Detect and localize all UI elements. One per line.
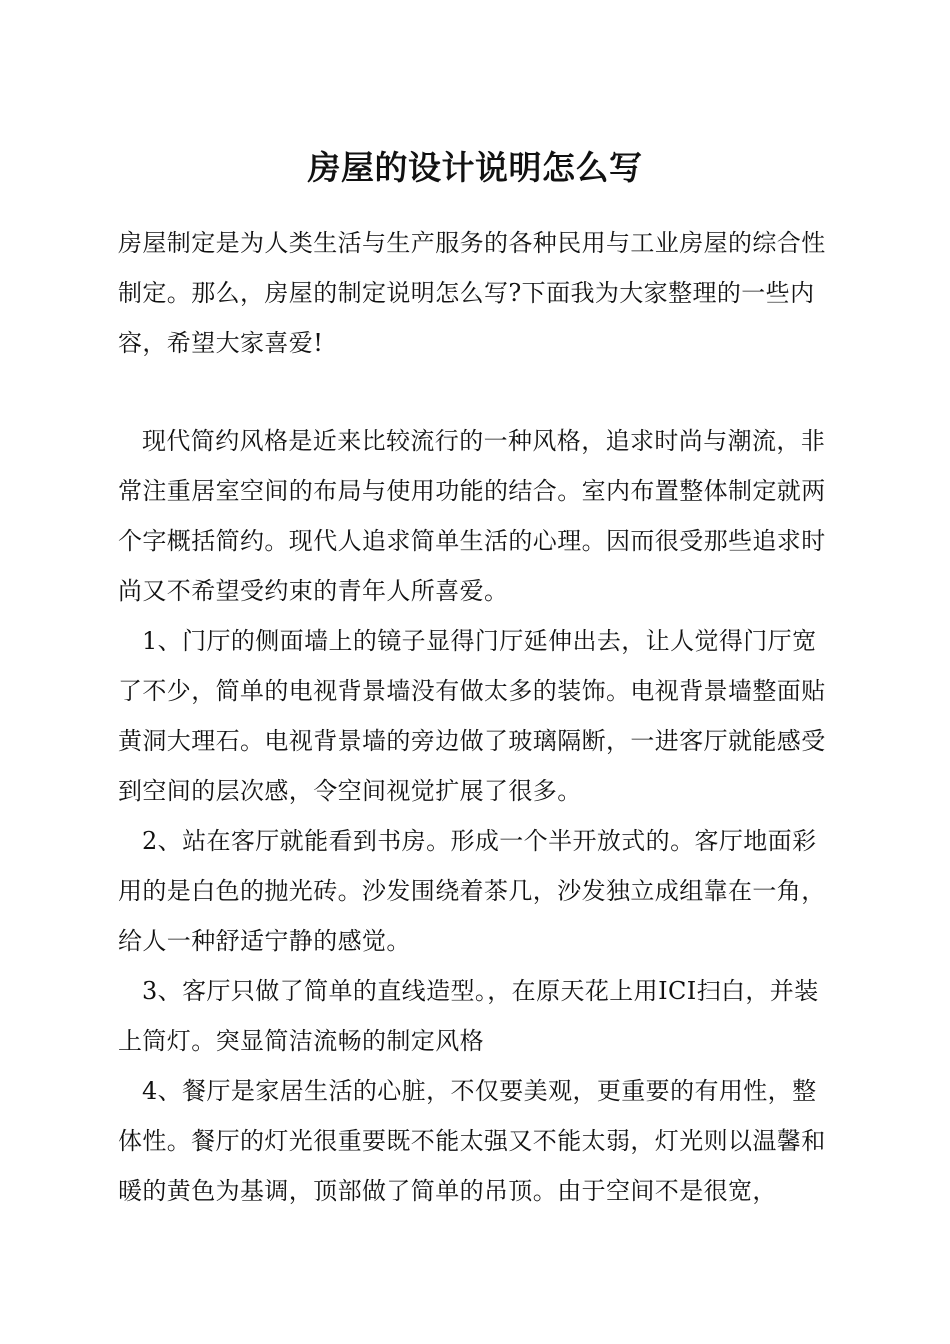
paragraph-item-3: 3、客厅只做了简单的直线造型。，在原天花上用ICI扫白，并装上筒灯。突显简洁流畅的制定风格 [118,977,819,1055]
paragraph-item-2: 2、站在客厅就能看到书房。形成一个半开放式的。客厅地面彩用的是白色的抛光砖。沙发围绕着茶几，沙发独立成组靠在一角，给人一种舒适宁静的感觉。 [118,827,826,955]
document-title: 房屋的设计说明怎么写 [307,148,643,187]
intro-text: 房屋制定是为人类生活与生产服务的各种民用与工业房屋的综合性制定。那么，房屋的制定说明怎么写?下面我为大家整理的一些内容，希望大家喜爱! [118,229,826,357]
paragraph-item-4: 4、餐厅是家居生活的心脏，不仅要美观，更重要的有用性，整体性。餐厅的灯光很重要既不能太强又不能太弱，灯光则以温馨和暖的黄色为基调，顶部做了简单的吊顶。由于空间不是很宽， [118,1077,826,1205]
paragraph-item-1: 1、门厅的侧面墙上的镜子显得门厅延伸出去，让人觉得门厅宽了不少，简单的电视背景墙没有做太多的装饰。电视背景墙整面贴黄洞大理石。电视背景墙的旁边做了玻璃隔断，一进客厅就能感受到空间的层次感，令空间视觉扩展了很多。 [118,627,826,805]
intro-paragraph [118,218,830,368]
paragraph-style-overview: 现代简约风格是近来比较流行的一种风格，追求时尚与潮流，非常注重居室空间的布局与使用功能的结合。室内布置整体制定就两个字概括简约。现代人追求简单生活的心理。因而很受那些追求时尚又不希望受约束的青年人所喜爱。 [118,427,826,605]
body-content [118,416,830,1216]
